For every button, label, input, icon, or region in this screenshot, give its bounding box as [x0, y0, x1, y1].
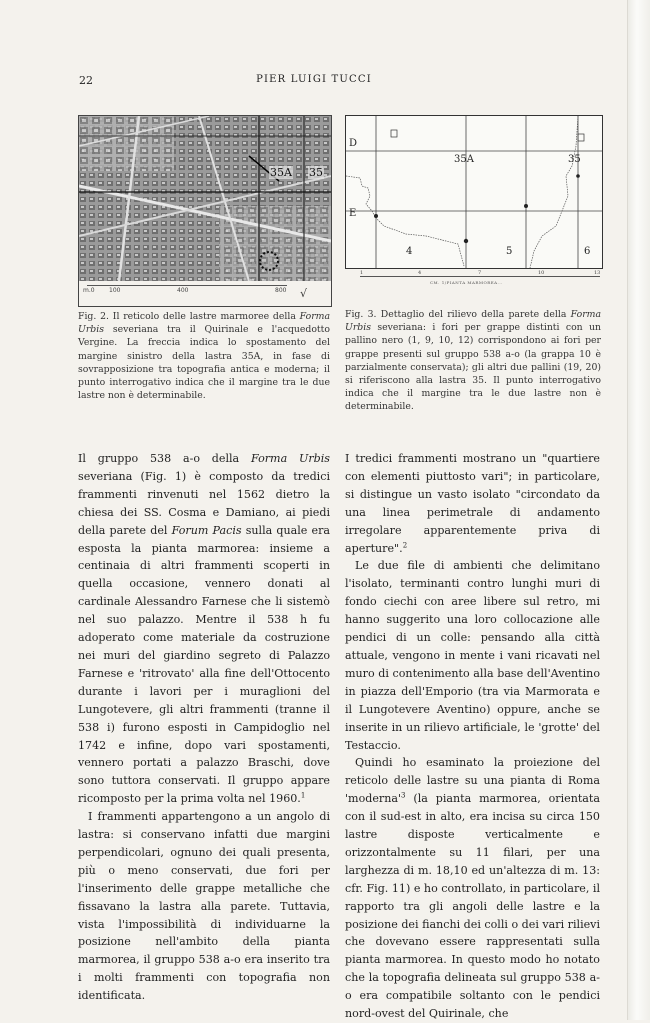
fig3-scale-tick: 1 — [360, 270, 364, 276]
footnote-ref: 3 — [401, 791, 406, 800]
figure-2-map — [78, 115, 332, 307]
page-header — [79, 74, 549, 90]
fig2-scale-tick: m.0 — [83, 287, 95, 294]
fig3-label-d: D — [349, 138, 358, 149]
italic-run: Forma Urbis — [250, 452, 330, 465]
fig3-label-6: 6 — [584, 246, 591, 257]
figure-3-survey — [345, 115, 603, 269]
paragraph — [78, 808, 330, 1005]
fig3-label-e: E — [349, 208, 357, 219]
text-run: severiana (Fig. 1) è composto da tredici frammenti rinvenuti nel 1562 dietro la chiesa dei SS. Cosma e Damiano, ai piedi della parete del — [78, 469, 330, 537]
fig2-scale-tick: 100 — [109, 287, 121, 294]
text-run: (la pianta marmorea, orientata con il sud-est in alto, era incisa su circa 150 lastre disposte verticalmente e orizzontalmente su 11 filari, per una larghezza di m. 18,10 ed un'altezza di m. 13: cfr. Fig. 11) e ho controllato, in particolare, il rapporto tra gli angoli delle lastre e la posizione dei fianchi dei colli o dei vari rilievi che dovevano essere rappresentati sulla pianta marmorea. In questo modo ho notato che la topografia delineata sul gruppo 538 a-o era compatibile soltanto con le pendici nord-ovest del Quirinale, che — [345, 792, 600, 1021]
text-run: Quindi ho esaminato la proiezione del reticolo delle lastre su una pianta di Roma 'moderna' — [345, 756, 600, 806]
footnote-ref: 1 — [300, 791, 306, 800]
fig3-scale-tick: 13 — [594, 270, 601, 276]
figure-3-caption — [345, 308, 601, 414]
italic-run: Forum Pacis — [171, 523, 242, 537]
text-run: Fig. 3. Dettaglio del rilievo della parete della — [345, 309, 571, 320]
text-run: Il gruppo 538 a-o della — [78, 452, 251, 465]
fig3-label-5: 5 — [506, 246, 513, 257]
italic-run: Forma Urbis — [78, 311, 330, 336]
fig3-scale-caption: CM. 1/PIANTA MARMOREA... — [430, 280, 503, 285]
text-run: Fig. 2. Il reticolo delle lastre marmoree della — [78, 311, 300, 322]
paragraph — [78, 450, 330, 808]
figure-2-caption — [78, 310, 330, 402]
fig2-scale-tick: 400 — [177, 287, 189, 294]
fig3-label-35: 35 — [568, 154, 581, 165]
fig3-scale-bar — [360, 270, 600, 292]
body-column-left — [78, 450, 330, 1005]
text-run: sulla quale era esposta la pianta marmorea: insieme a centinaia di altri frammenti scoperti in quella occasione, vennero donati al cardinale Alessandro Farnese che li sistemò nel suo palazzo. Mentre il 538 h fu adoperato come materiale da costruzione nei muri del giardino segreto di Palazzo Farnese e 'ritrovato' alla fine dell'Ottocento durante i lavori per i muraglioni del Lungotevere, gli altri frammenti (tranne il 538 i) furono esposti in Campidoglio nel 1742 e infine, dopo vari spostamenti, vennero portati a palazzo Braschi, dove sono tuttora conservati. Il gruppo appare ricomposto per la prima volta nel 1960. — [78, 523, 330, 806]
fig2-label-35a: 35A — [270, 166, 292, 179]
paragraph — [345, 450, 600, 557]
fig2-label-35: 35 — [309, 166, 323, 179]
body-column-right — [345, 450, 600, 1023]
italic-run: Forma Urbis — [345, 309, 601, 334]
text-run: I tredici frammenti mostrano un "quartiere con elementi piuttosto vari"; in particolare, si distingue un vasto isolato "circondato da una linea perimetrale di andamento irregolare apparentemente priva di aperture". — [345, 452, 600, 555]
paragraph — [345, 557, 600, 754]
fig3-scale-tick: 4 — [418, 270, 422, 276]
text-run: I frammenti appartengono a un angolo di lastra: si conservano infatti due margini perpendicolari, ognuno dei quali presenta, più o meno conservati, due fori per l'inserimento delle grappe metalliche che fissavano la lastra alla parete. Tuttavia, vista l'impossibilità di individuarne la posizione nell'ambito della pianta marmorea, il gruppo 538 a-o era inserito tra i molti frammenti con topografia non identificata. — [78, 810, 330, 1003]
fig3-scale-tick: 10 — [538, 270, 545, 276]
page-number: 22 — [79, 74, 93, 87]
paragraph — [345, 754, 600, 1023]
page-edge — [627, 0, 650, 1020]
fig3-label-35a: 35A — [454, 154, 474, 165]
text-run: Le due file di ambienti che delimitano l'isolato, terminanti contro lunghi muri di fondo ciechi con aree libere sul retro, mi hanno suggerito una loro collocazione alle pendici di un colle: pensando alla città attuale, vengono in mente i vani ricavati nel muro di contenimento alla base dell'Aventino in piazza dell'Emporio (tra via Marmorata e il Lungotevere Aventino) oppure, anche se inserite in un rilievo artificiale, le 'grotte' del Testaccio. — [345, 559, 600, 752]
fig2-scale-bar — [79, 281, 331, 306]
fig3-scale-tick: 7 — [478, 270, 482, 276]
text-run: severiana tra il Quirinale e l'acquedotto Vergine. La freccia indica lo spostamento del margine sinistro della lastra 35A, in fase di sovrapposizione tra topografia antica e moderna; il punto interrogativo indica che il margine tra le due lastre non è determinabile. — [78, 324, 330, 402]
check-mark: √ — [300, 287, 308, 300]
survey-drawing — [346, 116, 602, 268]
running-title: PIER LUIGI TUCCI — [256, 74, 372, 85]
map-drawing — [79, 116, 331, 281]
fig2-scale-tick: 800 — [275, 287, 287, 294]
footnote-ref: 2 — [402, 540, 408, 549]
text-run: severiana: i fori per grappe distinti con un pallino nero (1, 9, 10, 12) corrispondono ai fori per grappe presenti sul gruppo 538 a-o (la grappa 10 è parzialmente conservata); gli altri due pallini (19, 20) si riferiscono alla lastra 35. Il punto interrogativo indica che il margine tra le due lastre non è determinabile. — [345, 322, 601, 413]
fig3-label-4: 4 — [406, 246, 413, 257]
